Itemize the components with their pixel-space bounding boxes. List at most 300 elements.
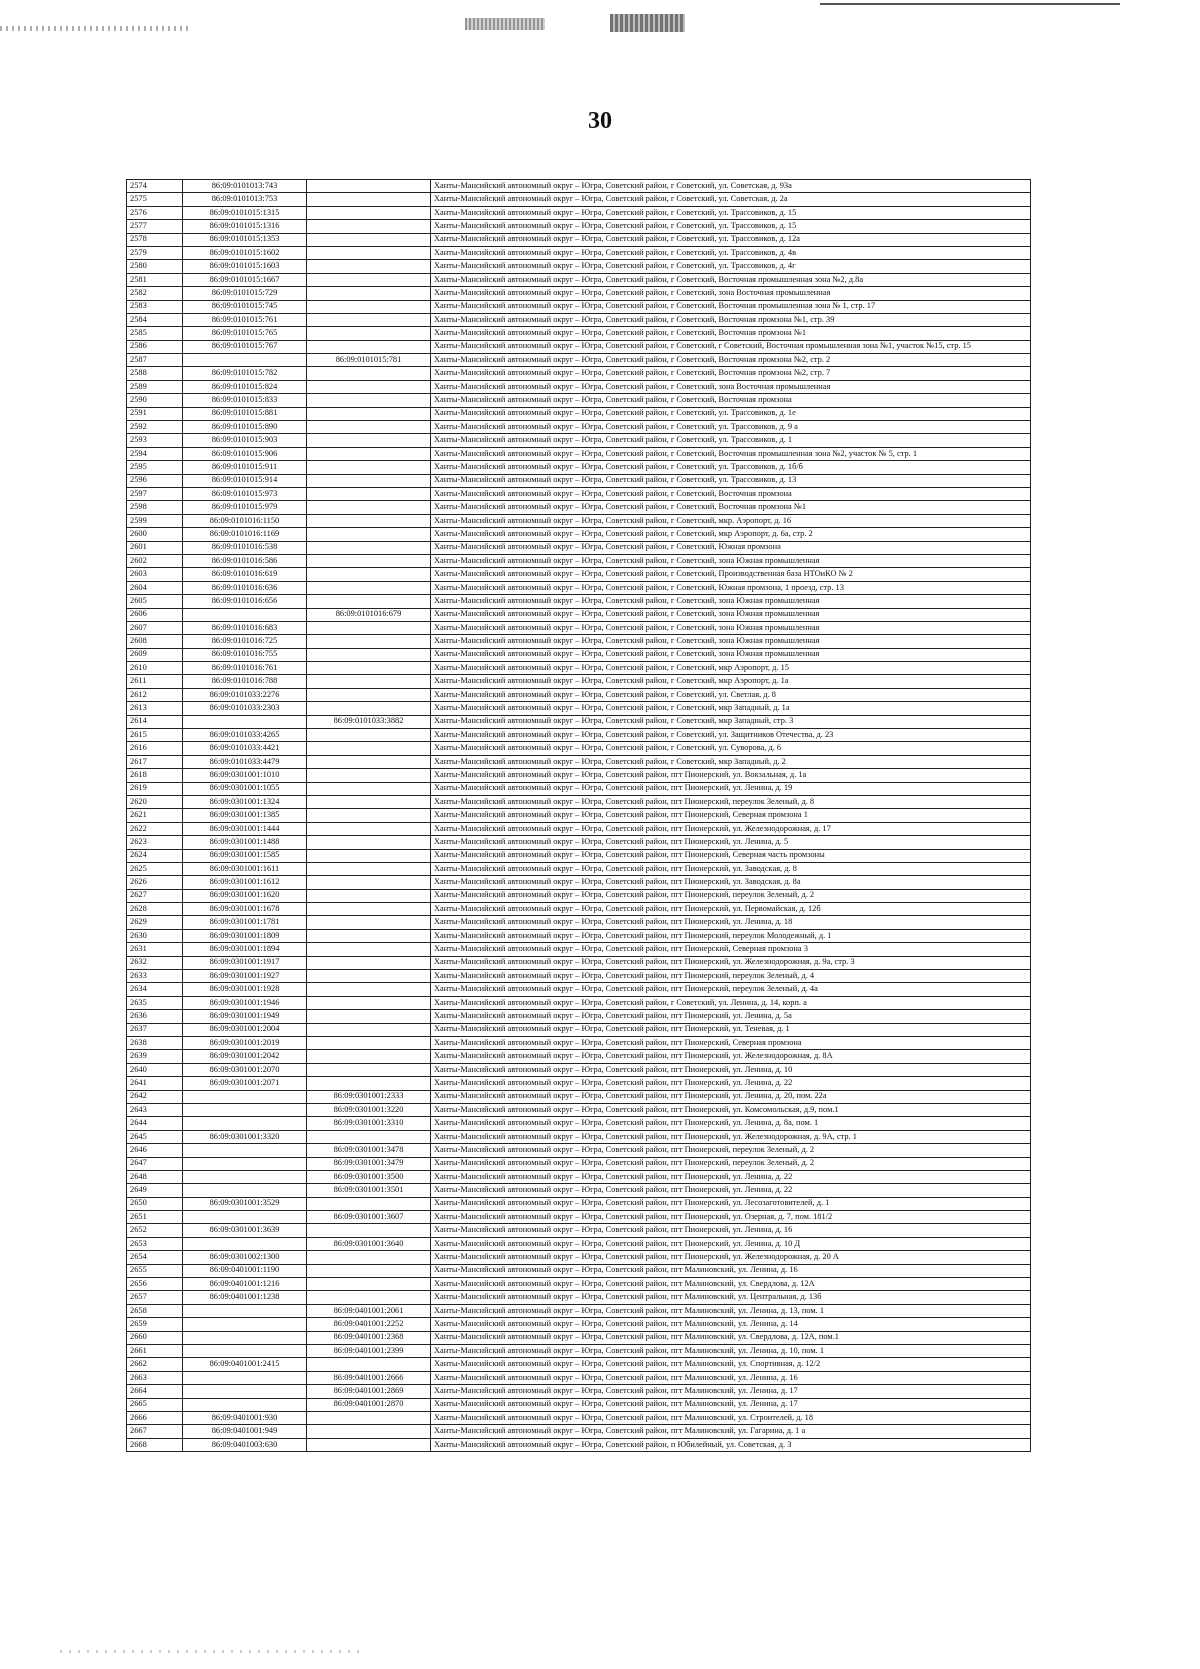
cadastral-number: 86:09:0101015:782 [183,367,307,380]
row-number: 2654 [127,1251,183,1264]
cadastral-number: 86:09:0301001:1324 [183,795,307,808]
cadastral-number: 86:09:0101015:906 [183,447,307,460]
cadastral-number-building: 86:09:0301001:3479 [307,1157,431,1170]
table-row [127,688,1031,701]
cadastral-number: 86:09:0101015:765 [183,327,307,340]
table-row [127,300,1031,313]
address: Ханты-Мансийский автономный округ – Югра, Советский район, г Советский, Производственная база НТОиКО № 2 [431,568,1031,581]
row-number: 2644 [127,1117,183,1130]
table-row [127,474,1031,487]
address: Ханты-Мансийский автономный округ – Югра, Советский район, г Советский, ул. Трассовиков, д. 1б/б [431,461,1031,474]
cadastral-number-building [307,795,431,808]
address: Ханты-Мансийский автономный округ – Югра, Советский район, г Советский, ул. Светлая, д. 8 [431,688,1031,701]
cadastral-number: 86:09:0101015:767 [183,340,307,353]
cadastral-number: 86:09:0101016:656 [183,595,307,608]
cadastral-number-building [307,809,431,822]
cadastral-number-building [307,996,431,1009]
cadastral-number: 86:09:0401001:1238 [183,1291,307,1304]
cadastral-number [183,1304,307,1317]
table-row [127,206,1031,219]
address: Ханты-Мансийский автономный округ – Югра, Советский район, г Советский, зона Южная промышленная [431,635,1031,648]
address: Ханты-Мансийский автономный округ – Югра, Советский район, пгт Малиновский, ул. Центральная, д. 13б [431,1291,1031,1304]
row-number: 2624 [127,849,183,862]
table-row [127,1371,1031,1384]
row-number: 2596 [127,474,183,487]
table-row [127,1237,1031,1250]
cadastral-number: 86:09:0101016:538 [183,541,307,554]
row-number: 2602 [127,554,183,567]
cadastral-number: 86:09:0101016:1169 [183,528,307,541]
cadastral-number-building [307,421,431,434]
table-row [127,260,1031,273]
cadastral-number-building: 86:09:0401001:2368 [307,1331,431,1344]
table-row [127,1278,1031,1291]
address: Ханты-Мансийский автономный округ – Югра, Советский район, г Советский, ул. Трассовиков, д. 1е [431,407,1031,420]
cadastral-number-building: 86:09:0301001:3478 [307,1144,431,1157]
address: Ханты-Мансийский автономный округ – Югра, Советский район, пгт Малиновский, ул. Ленина, д. 13, пом. 1 [431,1304,1031,1317]
address: Ханты-Мансийский автономный округ – Югра, Советский район, пгт Малиновский, ул. Ленина, д. 14 [431,1318,1031,1331]
address: Ханты-Мансийский автономный округ – Югра, Советский район, пгт Пионерский, ул. Ленина, д. 10 Д [431,1237,1031,1250]
table-row [127,742,1031,755]
scan-noise [820,3,1120,5]
table-row [127,648,1031,661]
cadastral-number: 86:09:0101015:911 [183,461,307,474]
row-number: 2625 [127,862,183,875]
address: Ханты-Мансийский автономный округ – Югра, Советский район, пгт Пионерский, ул. Ленина, д. 22 [431,1170,1031,1183]
row-number: 2618 [127,769,183,782]
table-row [127,514,1031,527]
cadastral-number: 86:09:0301001:1949 [183,1010,307,1023]
address: Ханты-Мансийский автономный округ – Югра, Советский район, г Советский, Восточная промзона [431,487,1031,500]
cadastral-number-building [307,487,431,500]
table-row [127,1344,1031,1357]
cadastral-number-building [307,742,431,755]
table-row [127,501,1031,514]
row-number: 2597 [127,487,183,500]
address: Ханты-Мансийский автономный округ – Югра, Советский район, пгт Пионерский, ул. Заводская, д. 8 [431,862,1031,875]
table-row [127,876,1031,889]
cadastral-number: 86:09:0101016:788 [183,675,307,688]
cadastral-number: 86:09:0101016:761 [183,662,307,675]
table-row [127,662,1031,675]
cadastral-number: 86:09:0101015:824 [183,380,307,393]
table-row [127,193,1031,206]
cadastral-number-building: 86:09:0301001:2333 [307,1090,431,1103]
cadastral-number: 86:09:0101015:1602 [183,246,307,259]
row-number: 2623 [127,836,183,849]
table-row [127,1130,1031,1143]
table-row [127,1144,1031,1157]
cadastral-number [183,1331,307,1344]
table-row [127,541,1031,554]
cadastral-number-building [307,889,431,902]
address: Ханты-Мансийский автономный округ – Югра, Советский район, г Советский, зона Южная промышленная [431,554,1031,567]
row-number: 2663 [127,1371,183,1384]
cadastral-number: 86:09:0101013:743 [183,180,307,193]
cadastral-number: 86:09:0301001:1894 [183,943,307,956]
row-number: 2601 [127,541,183,554]
row-number: 2575 [127,193,183,206]
cadastral-number: 86:09:0301001:1488 [183,836,307,849]
row-number: 2636 [127,1010,183,1023]
cadastral-number-building: 86:09:0401001:2869 [307,1385,431,1398]
table-row [127,675,1031,688]
row-number: 2577 [127,220,183,233]
table-row [127,983,1031,996]
row-number: 2660 [127,1331,183,1344]
cadastral-number [183,1144,307,1157]
scan-noise [60,1650,360,1653]
table-row [127,1251,1031,1264]
scan-noise [0,26,190,31]
cadastral-number: 86:09:0301001:1612 [183,876,307,889]
cadastral-number-building [307,903,431,916]
row-number: 2628 [127,903,183,916]
cadastral-number-building [307,1425,431,1438]
row-number: 2667 [127,1425,183,1438]
cadastral-number: 86:09:0101016:725 [183,635,307,648]
table-row [127,755,1031,768]
address: Ханты-Мансийский автономный округ – Югра, Советский район, г Советский, Восточная промзона №1, стр. 39 [431,313,1031,326]
address: Ханты-Мансийский автономный округ – Югра, Советский район, пгт Пионерский, ул. Лесозаготовителей, д. 1 [431,1197,1031,1210]
table-row [127,1117,1031,1130]
address: Ханты-Мансийский автономный округ – Югра, Советский район, г Советский, мкр Западный, д. 1а [431,702,1031,715]
address: Ханты-Мансийский автономный округ – Югра, Советский район, пгт Малиновский, ул. Спортивная, д. 12/2 [431,1358,1031,1371]
row-number: 2668 [127,1438,183,1451]
row-number: 2606 [127,608,183,621]
address: Ханты-Мансийский автономный округ – Югра, Советский район, г Советский, зона Южная промышленная [431,648,1031,661]
cadastral-number-building [307,407,431,420]
cadastral-number: 86:09:0101033:4479 [183,755,307,768]
table-row [127,1103,1031,1116]
row-number: 2610 [127,662,183,675]
cadastral-number-building: 86:09:0401001:2252 [307,1318,431,1331]
table-row [127,1224,1031,1237]
table-row [127,836,1031,849]
table-row [127,1023,1031,1036]
address: Ханты-Мансийский автономный округ – Югра, Советский район, пгт Пионерский, Северная промзона 3 [431,943,1031,956]
row-number: 2664 [127,1385,183,1398]
cadastral-number: 86:09:0101015:890 [183,421,307,434]
cadastral-number [183,1211,307,1224]
address: Ханты-Мансийский автономный округ – Югра, Советский район, г Советский, мкр Аэропорт, д. 1а [431,675,1031,688]
row-number: 2584 [127,313,183,326]
table-row [127,849,1031,862]
address: Ханты-Мансийский автономный округ – Югра, Советский район, г Советский, мкр Аэропорт, д. 15 [431,662,1031,675]
cadastral-number-building [307,970,431,983]
cadastral-number-building [307,193,431,206]
address: Ханты-Мансийский автономный округ – Югра, Советский район, г Советский, ул. Трассовиков, д. 15 [431,206,1031,219]
row-number: 2648 [127,1170,183,1183]
cadastral-number-building [307,1438,431,1451]
cadastral-number: 86:09:0101015:1316 [183,220,307,233]
cadastral-number: 86:09:0301001:2019 [183,1037,307,1050]
table-row [127,1184,1031,1197]
address: Ханты-Мансийский автономный округ – Югра, Советский район, пгт Пионерский, ул. Железнодорожная, д. 20 А [431,1251,1031,1264]
cadastral-number-building [307,327,431,340]
cadastral-number-building [307,300,431,313]
cadastral-number: 86:09:0301001:1917 [183,956,307,969]
registry-table [126,179,1031,1452]
row-number: 2604 [127,581,183,594]
address: Ханты-Мансийский автономный округ – Югра, Советский район, пгт Пионерский, ул. Ленина, д. 19 [431,782,1031,795]
cadastral-number [183,1318,307,1331]
cadastral-number [183,1237,307,1250]
cadastral-number: 86:09:0101033:4421 [183,742,307,755]
row-number: 2632 [127,956,183,969]
row-number: 2588 [127,367,183,380]
row-number: 2609 [127,648,183,661]
table-row [127,367,1031,380]
table-row [127,1425,1031,1438]
cadastral-number [183,354,307,367]
row-number: 2587 [127,354,183,367]
cadastral-number: 86:09:0101015:761 [183,313,307,326]
table-row [127,1358,1031,1371]
cadastral-number: 86:09:0301002:1300 [183,1251,307,1264]
row-number: 2576 [127,206,183,219]
address: Ханты-Мансийский автономный округ – Югра, Советский район, г Советский, Восточная промышленная зона №2, д.8а [431,273,1031,286]
table-row [127,407,1031,420]
row-number: 2621 [127,809,183,822]
cadastral-number: 86:09:0101015:833 [183,394,307,407]
cadastral-number-building [307,434,431,447]
cadastral-number-building [307,729,431,742]
table-row [127,1197,1031,1210]
row-number: 2619 [127,782,183,795]
row-number: 2647 [127,1157,183,1170]
cadastral-number-building [307,340,431,353]
cadastral-number-building [307,862,431,875]
cadastral-number: 86:09:0101016:586 [183,554,307,567]
address: Ханты-Мансийский автономный округ – Югра, Советский район, пгт Пионерский, ул. Ленина, д. 20, пом. 22а [431,1090,1031,1103]
row-number: 2616 [127,742,183,755]
address: Ханты-Мансийский автономный округ – Югра, Советский район, п Юбилейный, ул. Советская, д. 3 [431,1438,1031,1451]
row-number: 2630 [127,929,183,942]
address: Ханты-Мансийский автономный округ – Югра, Советский район, пгт Малиновский, ул. Гагарина, д. 1 а [431,1425,1031,1438]
cadastral-number: 86:09:0301001:2070 [183,1063,307,1076]
table-row [127,1063,1031,1076]
cadastral-number [183,715,307,728]
table-row [127,702,1031,715]
cadastral-number [183,1344,307,1357]
row-number: 2645 [127,1130,183,1143]
cadastral-number-building [307,822,431,835]
address: Ханты-Мансийский автономный округ – Югра, Советский район, пгт Малиновский, ул. Ленина, д. 16 [431,1264,1031,1277]
address: Ханты-Мансийский автономный округ – Югра, Советский район, г Советский, ул. Трассовиков, д. 4в [431,246,1031,259]
address: Ханты-Мансийский автономный округ – Югра, Советский район, пгт Малиновский, ул. Ленина, д. 17 [431,1385,1031,1398]
address: Ханты-Мансийский автономный округ – Югра, Советский район, г Советский, мкр Аэропорт, д. 6а, стр. 2 [431,528,1031,541]
cadastral-number-building [307,635,431,648]
row-number: 2646 [127,1144,183,1157]
scan-header-artifacts [0,0,1200,50]
cadastral-number-building [307,287,431,300]
address: Ханты-Мансийский автономный округ – Югра, Советский район, пгт Пионерский, ул. Ленина, д. 22 [431,1184,1031,1197]
row-number: 2658 [127,1304,183,1317]
table-row [127,943,1031,956]
table-row [127,313,1031,326]
cadastral-number: 86:09:0101015:1315 [183,206,307,219]
address: Ханты-Мансийский автономный округ – Югра, Советский район, г Советский, Восточная промзона №2, стр. 7 [431,367,1031,380]
cadastral-number-building [307,929,431,942]
scan-noise [465,18,545,30]
row-number: 2637 [127,1023,183,1036]
cadastral-number-building [307,1077,431,1090]
row-number: 2657 [127,1291,183,1304]
row-number: 2635 [127,996,183,1009]
address: Ханты-Мансийский автономный округ – Югра, Советский район, г Советский, Восточная промышленная зона № 1, стр. 17 [431,300,1031,313]
table-row [127,608,1031,621]
row-number: 2583 [127,300,183,313]
cadastral-number [183,608,307,621]
cadastral-number: 86:09:0301001:2071 [183,1077,307,1090]
table-row [127,889,1031,902]
row-number: 2589 [127,380,183,393]
cadastral-number: 86:09:0101015:729 [183,287,307,300]
address: Ханты-Мансийский автономный округ – Югра, Советский район, пгт Малиновский, ул. Свердлова, д. 12А, пом.1 [431,1331,1031,1344]
table-row [127,528,1031,541]
address: Ханты-Мансийский автономный округ – Югра, Советский район, пгт Пионерский, ул. Железнодорожная, д. 9А, стр. 1 [431,1130,1031,1143]
address: Ханты-Мансийский автономный округ – Югра, Советский район, пгт Пионерский, ул. Железнодорожная, д. 17 [431,822,1031,835]
address: Ханты-Мансийский автономный округ – Югра, Советский район, г Советский, ул. Суворова, д. 6 [431,742,1031,755]
address: Ханты-Мансийский автономный округ – Югра, Советский район, г Советский, Восточная промзона №1 [431,327,1031,340]
row-number: 2627 [127,889,183,902]
cadastral-number-building [307,246,431,259]
row-number: 2642 [127,1090,183,1103]
row-number: 2581 [127,273,183,286]
cadastral-number-building [307,568,431,581]
cadastral-number-building [307,180,431,193]
address: Ханты-Мансийский автономный округ – Югра, Советский район, пгт Пионерский, ул. Теневая, д. 1 [431,1023,1031,1036]
table-row [127,394,1031,407]
cadastral-number: 86:09:0101015:914 [183,474,307,487]
cadastral-number-building [307,541,431,554]
address: Ханты-Мансийский автономный округ – Югра, Советский район, пгт Пионерский, Северная часть промзоны [431,849,1031,862]
table-row [127,1398,1031,1411]
address: Ханты-Мансийский автономный округ – Югра, Советский район, г Советский, Восточная промзона [431,394,1031,407]
cadastral-number-building: 86:09:0101016:679 [307,608,431,621]
row-number: 2622 [127,822,183,835]
table-row [127,447,1031,460]
cadastral-number: 86:09:0401003:630 [183,1438,307,1451]
cadastral-number: 86:09:0301001:1946 [183,996,307,1009]
cadastral-number-building [307,554,431,567]
table-row [127,1411,1031,1424]
cadastral-number-building [307,662,431,675]
row-number: 2578 [127,233,183,246]
row-number: 2599 [127,514,183,527]
cadastral-number-building: 86:09:0101015:781 [307,354,431,367]
row-number: 2638 [127,1037,183,1050]
address: Ханты-Мансийский автономный округ – Югра, Советский район, пгт Пионерский, ул. Ленина, д. 5 [431,836,1031,849]
cadastral-number: 86:09:0301001:1809 [183,929,307,942]
cadastral-number: 86:09:0101015:1667 [183,273,307,286]
table-row [127,1331,1031,1344]
table-row [127,1304,1031,1317]
address: Ханты-Мансийский автономный округ – Югра, Советский район, г Советский, мкр. Аэропорт, д. 16 [431,514,1031,527]
address: Ханты-Мансийский автономный округ – Югра, Советский район, пгт Пионерский, ул. Ленина, д. 8а, пом. 1 [431,1117,1031,1130]
table-row [127,273,1031,286]
row-number: 2582 [127,287,183,300]
cadastral-number-building [307,514,431,527]
address: Ханты-Мансийский автономный округ – Югра, Советский район, пгт Пионерский, переулок Молодежный, д. 1 [431,929,1031,942]
address: Ханты-Мансийский автономный округ – Югра, Советский район, пгт Малиновский, ул. Ленина, д. 16 [431,1371,1031,1384]
cadastral-number-building [307,983,431,996]
address: Ханты-Мансийский автономный округ – Югра, Советский район, г Советский, ул. Советская, д. 93а [431,180,1031,193]
scan-noise [610,14,685,32]
address: Ханты-Мансийский автономный округ – Югра, Советский район, пгт Пионерский, ул. Ленина, д. 16 [431,1224,1031,1237]
cadastral-number: 86:09:0101015:1353 [183,233,307,246]
address: Ханты-Мансийский автономный округ – Югра, Советский район, г Советский, ул. Советская, д. 2а [431,193,1031,206]
cadastral-number-building [307,220,431,233]
cadastral-number-building [307,206,431,219]
cadastral-number-building [307,836,431,849]
table-row [127,715,1031,728]
cadastral-number-building [307,1037,431,1050]
address: Ханты-Мансийский автономный округ – Югра, Советский район, г Советский, Восточная промзона №1 [431,501,1031,514]
address: Ханты-Мансийский автономный округ – Югра, Советский район, г Советский, ул. Трассовиков, д. 15 [431,220,1031,233]
address: Ханты-Мансийский автономный округ – Югра, Советский район, г Советский, зона Южная промышленная [431,595,1031,608]
cadastral-number: 86:09:0301001:3639 [183,1224,307,1237]
cadastral-number-building [307,1358,431,1371]
address: Ханты-Мансийский автономный округ – Югра, Советский район, пгт Пионерский, переулок Зеленый, д. 4а [431,983,1031,996]
cadastral-number-building: 86:09:0301001:3640 [307,1237,431,1250]
row-number: 2600 [127,528,183,541]
table-row [127,380,1031,393]
cadastral-number: 86:09:0101016:619 [183,568,307,581]
address: Ханты-Мансийский автономный округ – Югра, Советский район, пгт Пионерский, переулок Зеленый, д. 8 [431,795,1031,808]
table-row [127,996,1031,1009]
cadastral-number: 86:09:0101016:683 [183,621,307,634]
address: Ханты-Мансийский автономный округ – Югра, Советский район, г Советский, ул. Трассовиков, д. 12а [431,233,1031,246]
row-number: 2661 [127,1344,183,1357]
table-row [127,1438,1031,1451]
row-number: 2585 [127,327,183,340]
cadastral-number-building [307,1063,431,1076]
table-row [127,903,1031,916]
row-number: 2650 [127,1197,183,1210]
address: Ханты-Мансийский автономный округ – Югра, Советский район, г Советский, зона Южная промышленная [431,608,1031,621]
cadastral-number-building [307,648,431,661]
cadastral-number-building [307,501,431,514]
address: Ханты-Мансийский автономный округ – Югра, Советский район, пгт Пионерский, ул. Заводская, д. 8а [431,876,1031,889]
address: Ханты-Мансийский автономный округ – Югра, Советский район, пгт Пионерский, ул. Железнодорожная, д. 8А [431,1050,1031,1063]
cadastral-number-building [307,1264,431,1277]
cadastral-number-building [307,528,431,541]
table-row [127,795,1031,808]
address: Ханты-Мансийский автономный округ – Югра, Советский район, г Советский, Восточная промышленная зона №2, участок № 5, стр. 1 [431,447,1031,460]
row-number: 2626 [127,876,183,889]
table-row [127,970,1031,983]
row-number: 2598 [127,501,183,514]
row-number: 2612 [127,688,183,701]
table-row [127,916,1031,929]
address: Ханты-Мансийский автономный округ – Югра, Советский район, пгт Малиновский, ул. Строителей, д. 18 [431,1411,1031,1424]
cadastral-number-building [307,1291,431,1304]
row-number: 2620 [127,795,183,808]
cadastral-number: 86:09:0301001:1781 [183,916,307,929]
page-number: 30 [588,108,612,134]
table-row [127,581,1031,594]
table-row [127,354,1031,367]
row-number: 2607 [127,621,183,634]
cadastral-number: 86:09:0401001:1216 [183,1278,307,1291]
row-number: 2634 [127,983,183,996]
table-row [127,621,1031,634]
cadastral-number-building [307,1224,431,1237]
row-number: 2603 [127,568,183,581]
address: Ханты-Мансийский автономный округ – Югра, Советский район, пгт Пионерский, переулок Зеленый, д. 2 [431,889,1031,902]
